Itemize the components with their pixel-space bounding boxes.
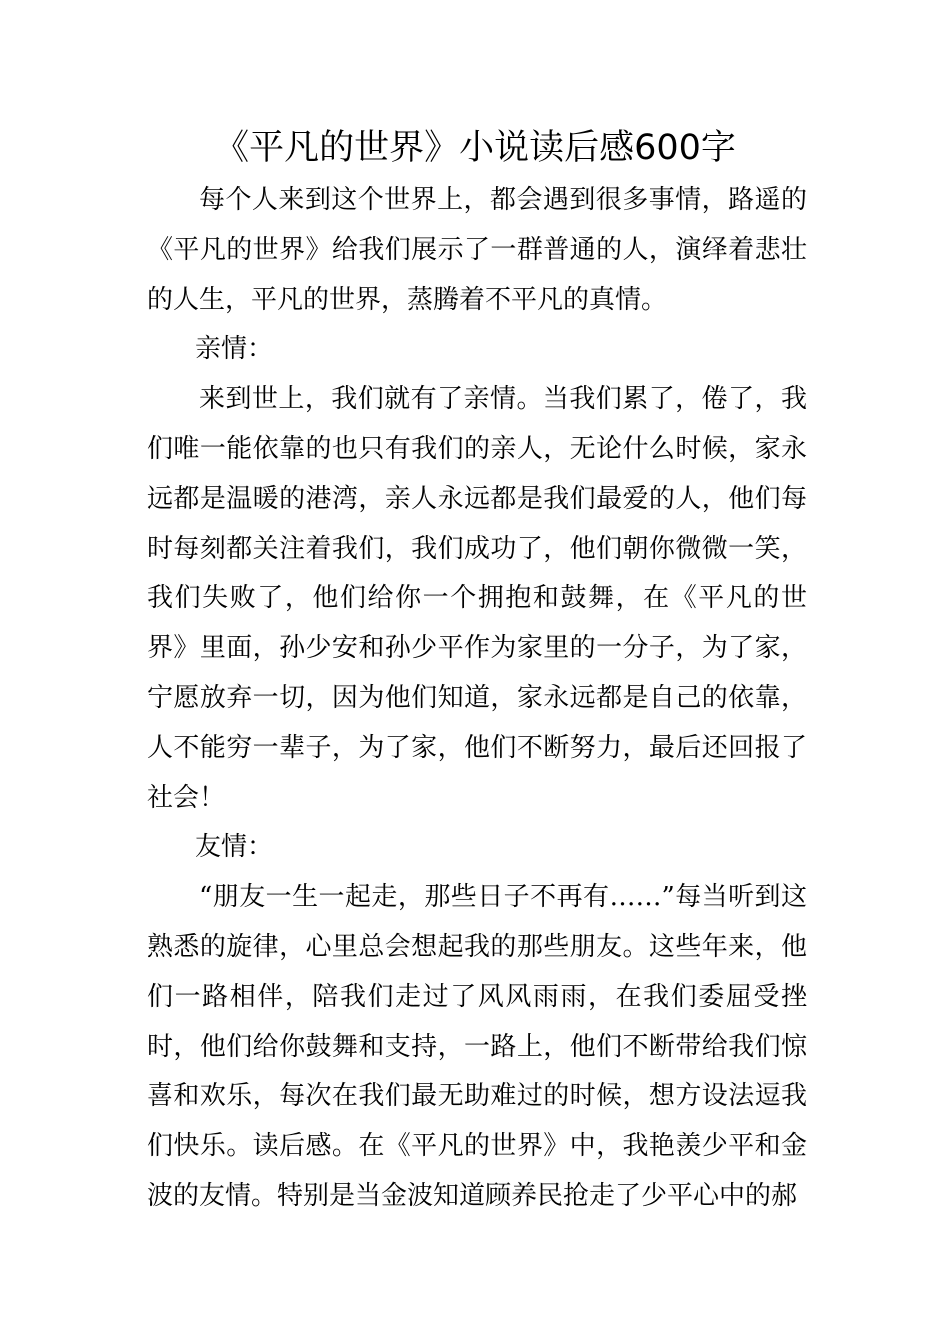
section-heading-friendship: 友情：	[195, 832, 274, 863]
document-body	[147, 176, 807, 1222]
section-heading-family: 亲情：	[195, 334, 274, 365]
paragraph-family: 来到世上，我们就有了亲情。当我们累了，倦了，我们唯一能依靠的也只有我们的亲人，无论什么时候，家永远都是温暖的港湾，亲人永远都是我们最爱的人，他们每时每刻都关注着我们，我们成功了，他们朝你微微一笑，我们失败了，他们给你一个拥抱和鼓舞，在《平凡的世界》里面，孙少安和孙少平作为家里的一分子，为了家，宁愿放弃一切，因为他们知道，家永远都是自己的依靠，人不能穷一辈子，为了家，他们不断努力，最后还回报了社会！	[147, 384, 807, 813]
paragraph-friendship: “朋友一生一起走，那些日子不再有……”每当听到这熟悉的旋律，心里总会想起我的那些朋友。这些年来，他们一路相伴，陪我们走过了风风雨雨，在我们委屈受挫时，他们给你鼓舞和支持，一路上，他们不断带给我们惊喜和欢乐，每次在我们最无助难过的时候，想方设法逗我们快乐。读后感。在《平凡的世界》中，我艳羡少平和金波的友情。特别是当金波知道顾养民抢走了少平心中的郝	[147, 882, 807, 1211]
document-title: 《平凡的世界》小说读后感600字	[214, 128, 736, 168]
paragraph-intro: 每个人来到这个世界上，都会遇到很多事情，路遥的《平凡的世界》给我们展示了一群普通的人，演绎着悲壮的人生，平凡的世界，蒸腾着不平凡的真情。	[147, 185, 807, 315]
